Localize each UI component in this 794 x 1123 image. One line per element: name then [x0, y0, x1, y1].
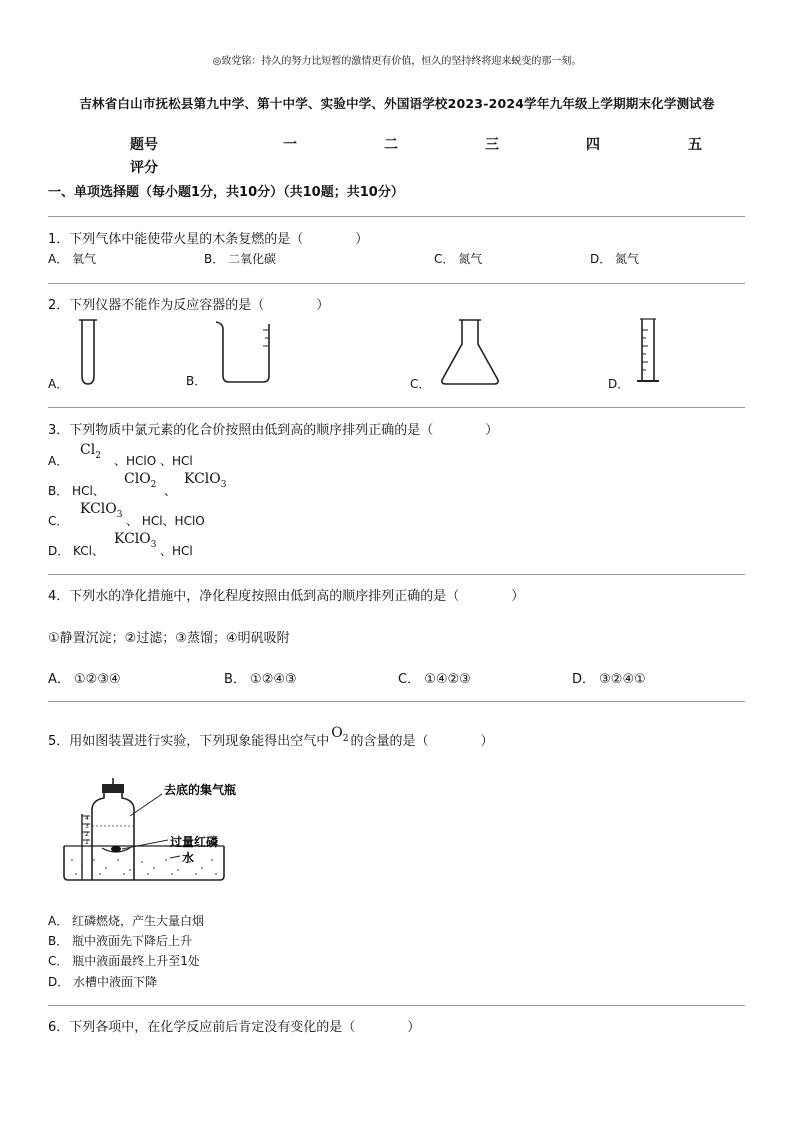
divider	[48, 283, 745, 284]
q2-stem: 2．下列仪器不能作为反应容器的是（ ）	[48, 298, 330, 313]
q4-option-c[interactable]: C． ①④②③	[398, 672, 471, 687]
score-col-5: 五	[688, 137, 702, 153]
q2-option-b[interactable]: B．	[186, 374, 207, 388]
score-col-4: 四	[586, 137, 600, 153]
scale-mark-1: 1	[85, 839, 89, 846]
q5-stem	[48, 725, 494, 752]
q3-d-rest: 、HCl	[160, 544, 193, 558]
q3-c-formula: KClO$_3$	[80, 501, 123, 520]
q3-a-prefix: A．	[48, 454, 69, 468]
label-bottle: 去底的集气瓶	[164, 783, 237, 797]
q5-option-a[interactable]: A． 红磷燃烧，产生大量白烟	[48, 914, 205, 928]
q4-stem: 4．下列水的净化措施中，净化程度按照由低到高的顺序排列正确的是（ ）	[48, 589, 525, 604]
divider	[48, 701, 745, 702]
divider	[48, 216, 745, 217]
score-col-1: 一	[283, 137, 297, 153]
q1-stem: 1．下列气体中能使带火星的木条复燃的是（ ）	[48, 232, 369, 247]
q5-stem-before: 5．用如图装置进行实验，下列现象能得出空气中	[48, 734, 330, 749]
graduated-cylinder-icon	[634, 316, 664, 386]
section-heading: 一、单项选择题（每小题1分，共10分）（共10题；共10分）	[48, 185, 404, 200]
q3-option-d[interactable]: D． KCl、	[48, 544, 104, 558]
label-water: 水	[182, 851, 195, 865]
q4-items: ①静置沉淀；②过滤；③蒸馏；④明矾吸附	[48, 631, 290, 646]
q3-option-c[interactable]: C．	[48, 514, 69, 528]
q3-a-formula: $Cl_2$	[80, 442, 101, 461]
q3-b-formula1: ClO$_2$	[124, 471, 157, 490]
red-phosphorus-apparatus-diagram	[60, 776, 240, 886]
q5-option-d[interactable]: D． 水槽中液面下降	[48, 975, 158, 989]
q3-stem: 3．下列物质中氯元素的化合价按照由低到高的顺序排列正确的是（ ）	[48, 423, 499, 438]
q4-option-d[interactable]: D． ③②④①	[572, 672, 646, 687]
score-col-3: 三	[485, 137, 499, 153]
divider	[48, 574, 745, 575]
q2-option-d[interactable]: D．	[608, 377, 630, 391]
q3-b-sep: 、	[164, 484, 177, 498]
q3-c-rest: 、 HCl、HClO	[126, 514, 205, 528]
beaker-icon	[212, 320, 276, 386]
q4-option-a[interactable]: A． ①②③④	[48, 672, 121, 687]
q1-option-c[interactable]: C． 氮气	[434, 252, 483, 266]
score-row2-label: 评分	[130, 160, 158, 176]
q5-formula: $O_2$	[331, 725, 349, 744]
q3-option-a[interactable]	[48, 452, 68, 469]
exam-title: 吉林省白山市抚松县第九中学、第十中学、实验中学、外国语学校2023-2024学年九年级上学期期末化学测试卷	[79, 96, 715, 111]
q5-option-c[interactable]: C． 瓶中液面最终上升至1处	[48, 954, 200, 968]
q5-option-b[interactable]: B． 瓶中液面先下降后上升	[48, 934, 193, 948]
q3-d-formula: KClO$_3$	[114, 531, 157, 550]
q1-option-b[interactable]: B． 二氧化碳	[204, 252, 277, 266]
motto-line: ◎致党铭：持久的努力比短暂的激情更有价值，恒久的坚持终将迎来蜕变的那一刻。	[212, 56, 582, 67]
q3-b-formula2: KClO$_3$	[184, 471, 227, 490]
score-row-label: 题号	[130, 137, 158, 153]
q1-option-d[interactable]: D． 氮气	[590, 252, 640, 266]
scale-mark-2: 2	[85, 831, 89, 838]
q2-option-c[interactable]: C．	[410, 377, 431, 391]
test-tube-icon	[74, 318, 104, 388]
q2-option-a[interactable]: A．	[48, 377, 69, 391]
scale-mark-3: 3	[85, 823, 89, 830]
q1-option-a[interactable]: A． 氧气	[48, 252, 97, 266]
q5-stem-after: 的含量的是（ ）	[350, 734, 494, 749]
label-phosphorus: 过量红磷	[170, 835, 219, 849]
q3-a-rest: 、HClO 、HCl	[114, 454, 193, 468]
q3-option-b[interactable]: B． HCl、	[48, 484, 105, 498]
q4-option-b[interactable]: B． ①②④③	[224, 672, 297, 687]
erlenmeyer-flask-icon	[438, 316, 502, 388]
scale-mark-4: 4	[85, 815, 89, 822]
score-col-2: 二	[384, 137, 398, 153]
divider	[48, 1005, 745, 1006]
divider	[48, 407, 745, 408]
q6-stem: 6．下列各项中，在化学反应前后肯定没有变化的是（ ）	[48, 1020, 421, 1035]
